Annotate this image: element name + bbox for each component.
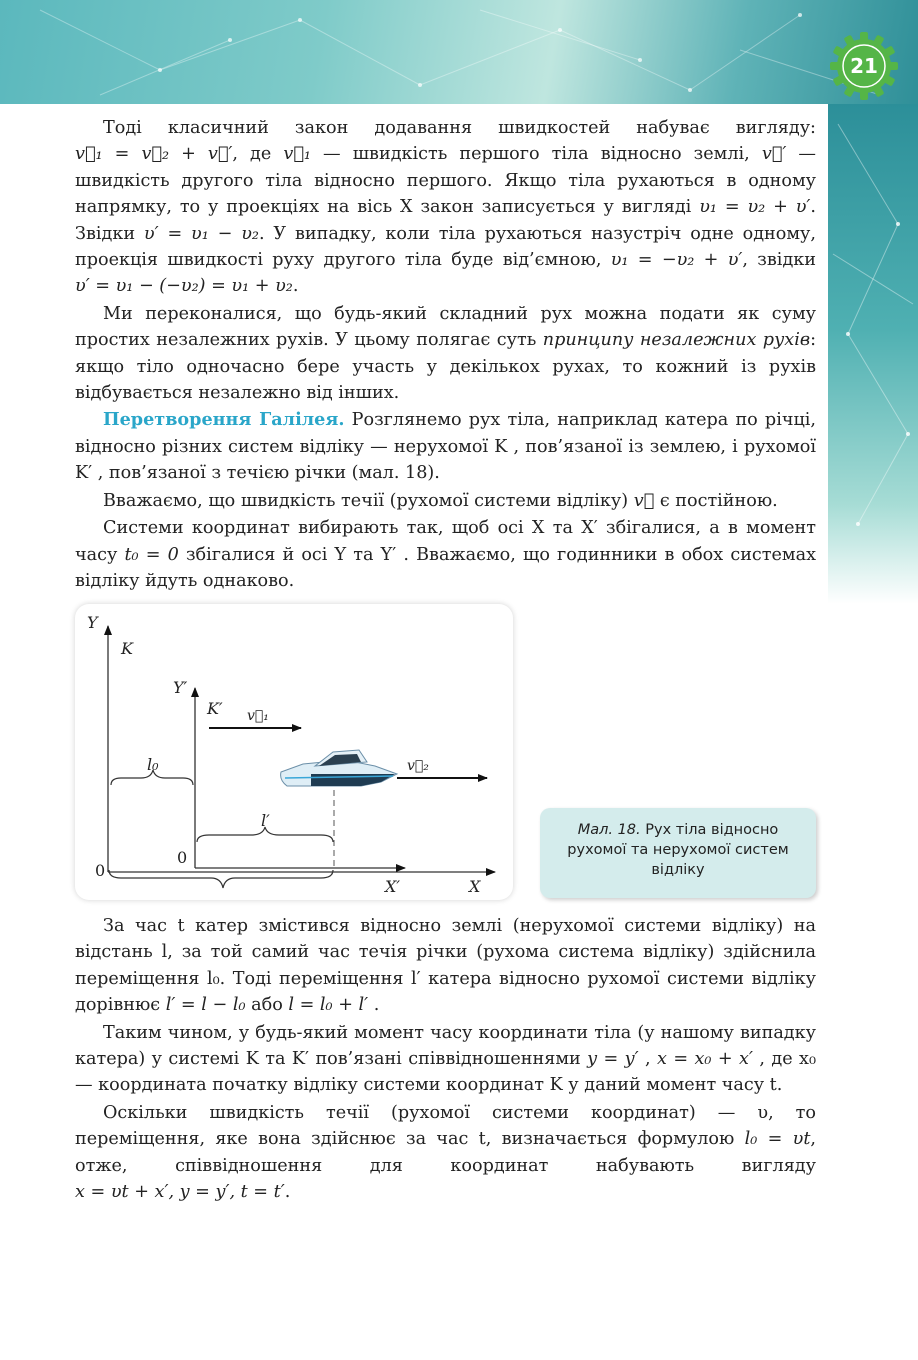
formula: y = y′ xyxy=(587,1049,639,1070)
label-origin-k: 0 xyxy=(95,861,106,880)
text-block-bottom xyxy=(75,913,816,1205)
paragraph-6: За час t катер змістився відносно землі (нерухомої системи відліку) на відстань l, за той самий час течія річки (рухома система відліку) здійснила переміщення l₀. Тоді переміщення l′ катера відносно рухомої системи відліку дорівнює l′ = l − l₀ або l = l₀ + l′ . xyxy=(75,916,816,1016)
formula: v⃗₁ xyxy=(283,144,311,165)
formula: υ₁ = υ₂ + υ′ xyxy=(699,197,811,218)
label-y-prime: Y′ xyxy=(173,678,188,697)
formula: t₀ = 0 xyxy=(124,544,179,565)
formula: v⃗ xyxy=(633,490,655,511)
label-k-prime: K′ xyxy=(207,699,223,718)
paragraph-8: Оскільки швидкість течії (рухомої системи координат) — υ, то переміщення, яке вона здійснює за час t, визначається формулою l₀ = υt, отже, співвідношення для координат набувають вигляду x = υt + x′, y = y′, t = t′. xyxy=(75,1102,817,1203)
caption-text: Рух тіла відносно рухомої та нерухомої систем відліку xyxy=(567,822,789,878)
formula: υ′ = υ₁ − υ₂ xyxy=(143,223,259,244)
caption-label: Мал. 18. xyxy=(577,822,641,838)
figure-18 xyxy=(75,604,513,900)
label-origin-k-prime: 0 xyxy=(177,848,188,867)
paragraph-2: Ми переконалися, що будь-який складний рух можна подати як суму простих незалежних рухів. У цьому полягає суть принципу незалежних рухів: якщо тіло одночасно бере участь у декількох рухах, то кожний із рухів відбувається незалежно від інших. xyxy=(75,303,816,404)
paragraph-1: Тоді класичний закон додавання швидкостей набуває вигляду: v⃗₁ = v⃗₂ + v⃗′, де v⃗₁ — швидкість першого тіла відносно землі, v⃗′ — швидкість другого тіла відносно першого. Якщо тіла рухаються в одному напрямку, то у проекціях на вісь X закон записується у вигляді υ₁ = υ₂ + υ′. Звідки υ′ = υ₁ − υ₂. У випадку, коли тіла рухаються назустріч одне одному, проекція швидкості руху другого тіла буде від’ємною, υ₁ = −υ₂ + υ′, звідки υ′ = υ₁ − (−υ₂) = υ₁ + υ₂. xyxy=(75,118,816,297)
formula: υ₁ = −υ₂ + υ′ xyxy=(610,250,743,271)
formula: l′ = l − l₀ xyxy=(165,995,246,1016)
label-y: Y xyxy=(87,613,98,632)
network-decoration xyxy=(0,0,918,104)
figure-caption xyxy=(540,808,816,898)
side-decoration-strip xyxy=(828,104,918,604)
section-heading: Перетворення Галілея. xyxy=(103,409,345,431)
text-block-top xyxy=(75,115,816,594)
reference-frames-diagram xyxy=(75,604,513,900)
emphasis-term: принципу незалежних рухів xyxy=(542,330,811,351)
boat-icon xyxy=(281,750,397,786)
label-l-prime: l′ xyxy=(261,811,270,830)
formula: x = υt + x′, y = y′, t = t′ xyxy=(75,1182,285,1203)
formula: x = x₀ + x′ xyxy=(657,1049,753,1070)
label-k: K xyxy=(121,639,133,658)
label-x: X xyxy=(469,877,481,896)
label-x-prime: X′ xyxy=(385,877,401,896)
formula: υ′ = υ₁ − (−υ₂) = υ₁ + υ₂ xyxy=(75,276,293,297)
page-number: 21 xyxy=(850,54,878,78)
formula: v⃗₁ = v⃗₂ + v⃗′ xyxy=(75,144,233,165)
formula: l = l₀ + l′ xyxy=(288,995,369,1016)
label-v1: v⃗₁ xyxy=(247,708,269,724)
formula: v⃗′ xyxy=(761,144,787,165)
formula: l₀ = υt xyxy=(744,1129,811,1150)
label-l0: l₀ xyxy=(147,755,159,774)
paragraph-4: Вважаємо, що швидкість течії (рухомої системи відліку) v⃗ є постійною. xyxy=(103,490,778,511)
paragraph-5: Системи координат вибирають так, щоб осі X та X′ збігалися, а в момент часу t₀ = 0 збігалися й осі Y та Y′ . Вважаємо, що годинники в обох системах відліку йдуть однаково. xyxy=(75,518,817,591)
label-v2: v⃗₂ xyxy=(407,758,429,774)
l-brace xyxy=(109,870,333,888)
paragraph-7: Таким чином, у будь-який момент часу координати тіла (у нашому випадку катера) у системі K та K′ пов’язані співвідношеннями y = y′ , x = x₀ + x′ , де x₀ — координата початку відліку системи координат K у даний момент часу t. xyxy=(75,1022,816,1096)
network-decoration-side xyxy=(828,104,918,604)
paragraph-3: Перетворення Галілея. Розглянемо рух тіла, наприклад катера по річці, відносно різних систем відліку — нерухомої K , пов’язаної із землею, і рухомої K′ , пов’язаної з течією річки (мал. 18). xyxy=(75,409,816,484)
page-header-banner xyxy=(0,0,918,104)
